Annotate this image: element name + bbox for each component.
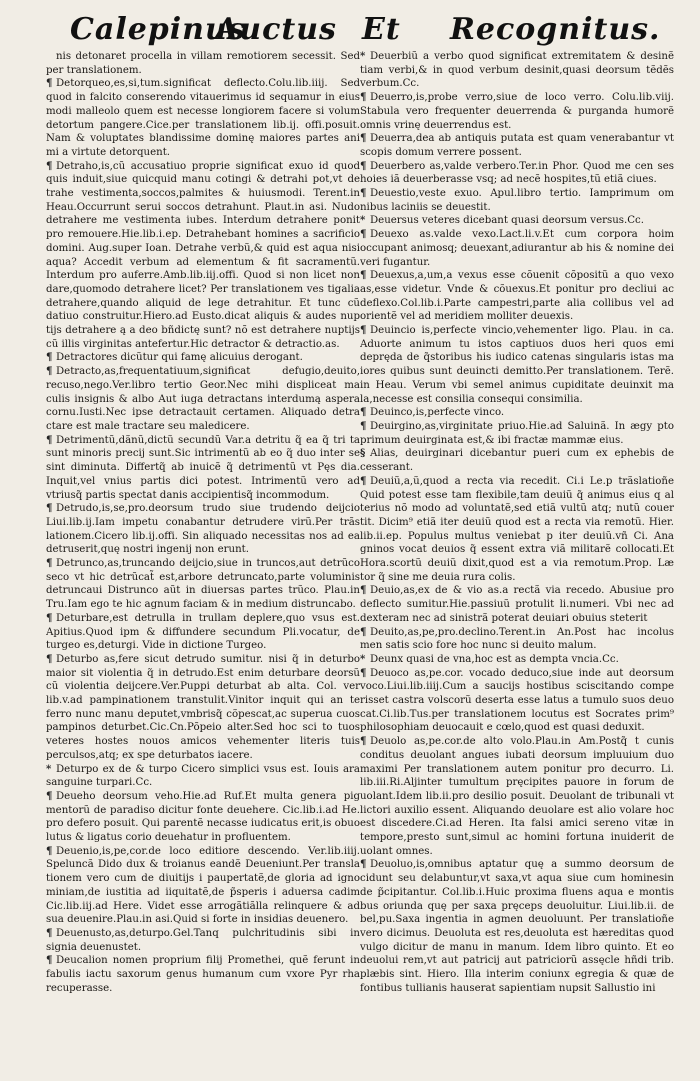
entry-mark: ¶	[46, 365, 53, 378]
entry-mark: ¶	[46, 159, 53, 172]
dictionary-entry	[46, 763, 360, 790]
dictionary-entry	[46, 845, 360, 927]
entry-text: Detracto,as,frequentatiuum,significat defugio,deuito, recuso,nego.Ver.libro tertio Geor.Nec mihi displiceat ma culis insignis & albo Aut iuga detractans interdumą aspera cornu.Iusti.Nec ipse detractauit certamen. Aliquado detra ctare est male tractare seu maledicere.	[46, 366, 360, 432]
entry-mark: ¶	[360, 474, 367, 487]
entry-text: Detorqueo,es,si,tum.significat deflecto.Colu.lib.iiij. Sed quod in falcito conserendo vitauerimus id sequamur in eius modi malleolo quem est necesse longiorem facere si volum detortum pangere.Cice.per translationem lib.ij. offi.posuit. Nam & voluptates blandissime dominę maiores partes ani mi a virtute detorquent.	[46, 78, 360, 158]
dictionary-entry	[46, 954, 360, 995]
entry-mark: §	[360, 447, 366, 460]
entry-text: Deuirgino,as,virginitate priuo.Hie.ad Saluinã. In ægy pto primum deuirginata est,& ibi fractæ mammæ eius.	[360, 420, 674, 446]
dictionary-entry	[360, 50, 674, 91]
entry-mark: ¶	[360, 132, 367, 145]
dictionary-entry	[46, 351, 360, 365]
dictionary-entry	[360, 324, 674, 406]
entry-text: Deuerbero as,valde verbero.Ter.in Phor. Quod me cen ses hoies iã deuerberasse vsq; ad necẽ hospites,tũ etiã ciues.	[360, 160, 674, 186]
entry-mark: ¶	[360, 159, 367, 172]
dictionary-entry	[46, 927, 360, 954]
entry-mark: ¶	[360, 419, 367, 432]
entry-mark: ¶	[46, 611, 53, 624]
dictionary-entry	[360, 584, 674, 625]
entry-text: Deuoco as,pe.cor. vocado deduco,siue inde aut deorsum voco.Liui.lib.iiij.Cum a saucijs hostibus sciscitando compe risset castra volscorũ deserta esse latus a tumulo suos deuo cat.Ci.lib.Tus.per translationem locutus est Socrates prim⁹ philosophiam deuocauit e cœlo,quod est quasi deduxit.	[360, 667, 674, 734]
entry-text: Deuerra,dea ab antiquis putata est quam venerabantur vt scopis domum verrere possent.	[360, 133, 674, 158]
entry-mark: ¶	[46, 433, 53, 446]
entry-mark: *	[360, 652, 366, 665]
entry-text: Deturbo as,fere sicut detrudo sumitur. nisi q̃ in deturbo maior sit violentia q̃ in detrudo.Est enim deturbare deorsũ cũ violentia deijcere.Ver.Puppi deturbat ab alta. Col. ver lib.v.ad pampinationem transtulit.Vinitor inquit qui an te ferro nunc manu deputet,vmbrisq̃ cõpescat,ac superua cuos pampinos deturbet.Cic.Cn.Põpeio alter.Sed hoc sci to tuos veteres hostes nouos amicos vehementer literis tuis perculsos,atq; ex spe deturbatos iacere.	[46, 653, 360, 761]
entry-mark: ¶	[360, 324, 367, 337]
entry-text: Detrunco,as,truncando deijcio,siue in truncos,aut detrũco seco vt hic detrũcat̃ est,arbore detruncato,parte voluminis detruncaui Distrunco aũt in diuersas partes trũco. Plau.in Tru.Iam ego te hic agnum faciam & in medium distruncabo.	[46, 558, 360, 611]
dictionary-entry	[360, 160, 674, 187]
entry-mark: ¶	[46, 652, 53, 665]
dictionary-entry	[46, 434, 360, 503]
dictionary-entry	[360, 228, 674, 269]
dictionary-entry	[360, 187, 674, 214]
entry-mark: ¶	[360, 735, 367, 748]
entry-mark: ¶	[46, 789, 53, 802]
dictionary-entry	[46, 365, 360, 434]
entry-text: Deuoluo,is,omnibus aptatur quę a summo deorsum de cidunt seu delabuntur,vt saxa,vt aqua siue cum hominesin de p̃cipitantur. Col.lib.i.Huic proxima fluens aqua e montis bus oriunda quę per saxa pręceps deuoluitur. Liui.lib.ii. de bel,pu.Saxa ingentia in agmen deuoluunt. Per translatioñe vero dicimus. Deuoluta est res,deuoluta est hæreditas quod vulgo dicitur de manu in manum. Idem libro quinto. Et eo deuolui rem,vt aut patricij aut patriciorũ assęcle hñdi trib. plæbis sint. Hiero. Illa interim coniunx egregia & quæ de fontibus tullianis hauserat sapientiam nupsit Sallustio ini	[360, 859, 674, 994]
entry-text: Deuenusto,as,deturpo.Gel.Tanq pulchritudinis sibi in signia deuenustet.	[46, 928, 360, 953]
entry-text: Deuexus,a,um,a vexus esse cõuenit cõpositũ a quo vexo as,esse videtur. Vnde & cõuexus.Et ponitur pro decliui ac deflexo.Col.lib.i.Parte campestri,parte alia collibus vel ad orientẽ vel ad meridiem molliter deuexis.	[360, 270, 674, 323]
dictionary-entry	[46, 557, 360, 612]
dictionary-entry	[360, 667, 674, 736]
running-header	[70, 12, 670, 54]
entry-mark: ¶	[360, 666, 367, 679]
entry-text: Deuexo as.valde vexo.Lact.li.v.Et cum corpora hoim occupant animosq; deuexant,adiurantur ab his & nomine dei veri fugantur.	[360, 229, 674, 268]
dictionary-entry	[46, 50, 360, 77]
dictionary-entry	[360, 475, 674, 585]
dictionary-entry	[360, 132, 674, 159]
header-word-auctus: Auctus	[215, 12, 337, 47]
entry-text: Detractores dicũtur qui famę alicuius derogant.	[56, 352, 303, 364]
entry-text: Deturpo ex de & turpo Cicero simplici vsus est. Iouis ara sanguine turpari.Cc.	[46, 763, 360, 789]
entry-mark: ¶	[46, 557, 53, 570]
entry-text: Deuincio is,perfecte vincio,vehementer ligo. Plau. in ca. Aduorte animum tu istos captiuos duos heri quos emi depręda de q̃storibus his iudico catenas singularis istas ma iores quibus sunt deuincti demitto.Per translationem. Terẽ. in Heau. Verum vbi semel animus cupiditate deuinxit ma la,necesse est consilia consequi consimilia.	[360, 325, 674, 405]
entry-text: Deuerro,is,probe verro,siue de loco verro. Colu.lib.viij. Stabula vero frequenter deuerrenda & purganda humorẽ omnis vrinę deuerrendus est.	[360, 92, 674, 131]
entry-mark: ¶	[46, 844, 53, 857]
entry-text: Deuio,as,ex de & vio as.a rectã via recedo. Abusiue pro deflecto sumitur.Hie.passiuũ protulit li.numeri. Vbi nec ad dexteram nec ad sinistrã poterat deuiari obuius steterit	[360, 585, 674, 624]
entry-mark: ¶	[360, 228, 367, 241]
entry-mark: *	[360, 50, 366, 62]
dictionary-entry	[46, 653, 360, 763]
entry-text: Deuolo as,pe.cor.de alto volo.Plau.in Am.Postq̃ t cunis conditus deuolant angues iubati deorsum impluuium duo maximi Per translationem autem ponitur pro decurro. Li. lib.iii.Ri.Aljinter tumultum pręcipites pauore in forum de uolant.Idem lib.ii.pro desilio posuit. Deuolant de tribunali vt lictori auxilio essent. Aliquando deuolare est alio volare hoc est discedere.Ci.ad Heren. Ita falsi amici sereno vitæ in tempore,presto sunt,simul ac homini fortuna inuiderit de uolant omnes.	[360, 736, 674, 857]
entry-mark: ¶	[46, 351, 53, 364]
entry-text: Detraho,is,cũ accusatiuo proprie significat exuo id quod quis induit,siue quicquid manu cotingi & detrahi pot,vt de trahe vestimenta,soccos,palmites & huiusmodi. Terent.in Heau.Occurrunt serui soccos detrahunt. Plaut.in asi. Nudo detrahere me vestimenta iubes. Interdum detrahere ponit pro remouere.Hie.lib.i.ep. Detrahebant homines a sacrificio domini. Aug.super Ioan. Detrahe verbũ,& quid est aqua nisi aqua? Accedit verbum ad elementum & fit sacramentũ. Interdum pro auferre.Amb.lib.iij.offi. Quod si non licet non dare,quomodo detrahere licet? Per translationem ves tigalia detrahere,quando aliquid de lege detrahitur. Et tunc cũ datiuo construitur.Hiero.ad Eusto.dicat aliquis & audes nup tijs detrahere ą a deo bñdictę sunt? nõ est detrahere nuptijs cũ illis virginitas antefertur.Hic detractor & detractio.as.	[46, 160, 360, 350]
dictionary-entry	[360, 735, 674, 858]
dictionary-entry	[360, 653, 674, 667]
dictionary-entry	[360, 269, 674, 324]
dictionary-entry	[360, 214, 674, 228]
dictionary-entry	[360, 406, 674, 420]
entry-text: Deturbare,est detrulla in trullam deplere,quo vsus est. Apitius.Quod ipm & diffundere secundum Pli.vocatur, de turgeo es,deturgi. Vide in dictione Turgeo.	[46, 612, 360, 652]
dictionary-entry	[360, 626, 674, 653]
entry-mark: ¶	[46, 954, 53, 967]
entry-mark: ¶	[360, 269, 367, 282]
left-column	[46, 50, 360, 1040]
entry-text: Deuestio,veste exuo. Apul.libro tertio. Iamprimum om nibus laciniis se deuestit.	[360, 188, 674, 213]
dictionary-entry	[46, 790, 360, 845]
entry-text: Deucalion nomen proprium filij Promethei, quẽ ferunt in fabulis iactu saxorum genus humanum cum vxore Pyr rha recuperasse.	[46, 955, 360, 994]
entry-text: Deunx quasi de vna,hoc est as dempta vncia.Cc.	[370, 653, 619, 665]
entry-mark: *	[46, 762, 52, 775]
entry-mark: ¶	[360, 625, 367, 638]
entry-text: Deuersus veteres dicebant quasi deorsum versus.Cc.	[370, 215, 644, 227]
header-word-calepinus: Calepinus	[70, 12, 246, 47]
entry-text: Alias, deuirginari dicebantur pueri cum ex ephebis de cesserant.	[360, 448, 674, 474]
dictionary-entry	[360, 447, 674, 474]
entry-text: Deuinco,is,perfecte vinco.	[370, 407, 505, 419]
entry-text: nis detonaret procella in villam remotiorem secessit. Sed per translationem.	[46, 51, 360, 76]
entry-text: Deuiũ,a,ũ,quod a recta via recedit. Ci.i Le.p trãslatioñe Quid potest esse tam flexibile,tam deuiũ q̃ animus eius q al terius nõ modo ad voluntatẽ,sed etiã vultũ atq; nutũ couer tit. Dicim⁹ etiã iter deuiũ quod est a recta via remotũ. Hier. lib.ii.ep. Populus multus veniebat p iter deuiũ.vñ Ci. Ana gninos vocat deuios q̃ essent extra viã militarẽ collocati.Et Hora.scortũ deuiũ dixit,quod est a via remotum.Prop. Læ tor q̃ sine me deuia rura colis.	[360, 475, 674, 583]
dictionary-entry	[360, 91, 674, 132]
entry-mark: ¶	[360, 406, 367, 419]
header-word-recognitus: Recognitus.	[450, 12, 661, 47]
dictionary-entry	[360, 858, 674, 995]
entry-mark: ¶	[360, 187, 367, 200]
entry-text: Deuito,as,pe,pro.declino.Terent.in An.Post hac incolus men satis scio fore hoc nunc si deuito malum.	[360, 626, 674, 652]
header-word-et: Et	[362, 12, 401, 47]
entry-mark: ¶	[46, 77, 53, 90]
dictionary-entry	[46, 160, 360, 352]
entry-text: Detrudo,is,se,pro.deorsum trudo siue trudendo deijcio Liui.lib.ij.Iam impetu conabantur detrudere virũ.Per trãs lationem.Cicero lib.ij.offi. Sin aliquado necessitas nos ad ea detruserit,quę nostri ingenij non erunt.	[46, 503, 360, 556]
dictionary-entry	[46, 502, 360, 557]
right-column	[360, 50, 674, 1040]
entry-mark: ¶	[360, 858, 367, 871]
entry-text: Detrimentũ,dãnũ,dictũ secundũ Var.a detritu q̃ ea q̃ tri ta sunt minoris precij sunt.Sic intrimentũ ab eo q̃ duo inter se sint diminuta. Differtq̃ ab inuicẽ q̃ detrimentũ vt Pęs dia. Inquit,vel vnius partis dici potest. Intrimentũ vero ad vtriusq̃ partis spectat danis accipientisq̃ incommodum.	[46, 434, 360, 501]
entry-text: Deuerbiũ a verbo quod significat extremitatem & desinẽ tiam verbi,& in quod verbum desinit,quasi deorsum tẽdẽs verbum.Cc.	[360, 51, 674, 90]
dictionary-entry	[360, 420, 674, 447]
entry-mark: ¶	[360, 91, 367, 104]
dictionary-entry	[46, 77, 360, 159]
entry-mark: ¶	[46, 502, 53, 515]
entry-text: Deueho deorsum veho.Hie.ad Ruf.Et multa genera pig mentorũ de paradiso dicitur fonte deuehere. Cic.lib.i.ad He. pro defero posuit. Qui parentẽ necasse iudicatus erit,is obuo lutus & ligatus corio deuehatur in profluentem.	[46, 790, 360, 844]
dictionary-entry	[46, 612, 360, 653]
entry-mark: *	[360, 214, 366, 227]
entry-text: Deuenio,is,pe,cor.de loco editiore descendo. Ver.lib.iiij. Speluncã Dido dux & troianus eandẽ Deueniunt.Per transla tionem vero cum de diuitijs i paupertatẽ,de gloria ad igno miniam,de iustitia ad iiquitatẽ,de p̃speris i aduersa cadim Cic.lib.iij.ad Here. Videt esse arrogãtiãlla relinquere & ad sua deuenire.Plau.in asi.Quid si forte in insidias deuenero.	[46, 845, 360, 926]
entry-mark: ¶	[46, 927, 53, 939]
entry-mark: ¶	[360, 584, 367, 597]
